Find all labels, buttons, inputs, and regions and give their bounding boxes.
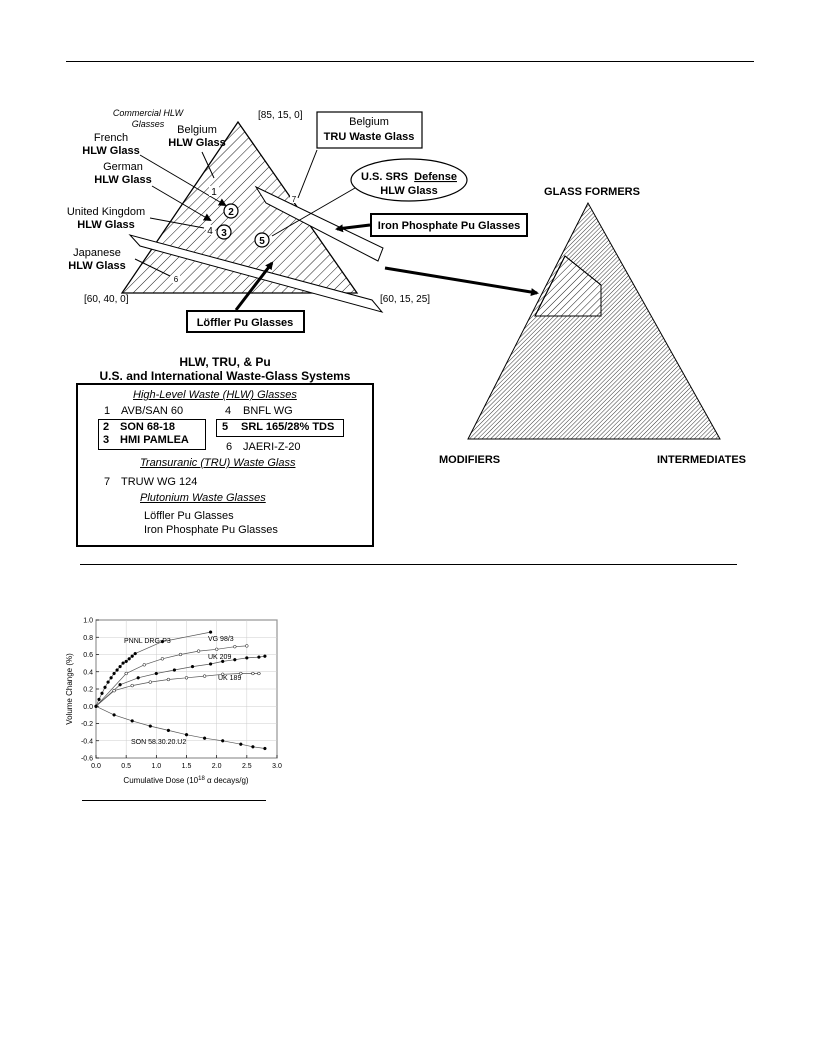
belgium-hlw-line2: HLW Glass (168, 137, 226, 149)
data-point (258, 656, 261, 659)
data-point (203, 675, 206, 678)
intermediates-label: INTERMEDIATES (657, 454, 747, 466)
svg-text:U.S. SRS Defense: U.S. SRS Defense (361, 171, 457, 183)
data-point (110, 676, 113, 679)
tru-header: Transuranic (TRU) Waste Glass (140, 457, 296, 469)
legend-row-1-name: AVB/SAN 60 (121, 405, 184, 417)
data-point (161, 657, 164, 660)
x-tick-label: 1.5 (181, 763, 192, 770)
legend-row-4-name: BNFL WG (243, 405, 293, 417)
y-tick-label: 0.6 (83, 652, 93, 659)
glass-formers-label: GLASS FORMERS (544, 186, 640, 198)
svg-text:Löffler Pu Glasses: Löffler Pu Glasses (196, 317, 294, 329)
apex-top-label: [85, 15, 0] (258, 110, 303, 121)
legend-row-2-name: SON 68-18 (120, 421, 176, 433)
data-point (125, 660, 128, 663)
data-point (167, 678, 170, 681)
data-point (245, 645, 248, 648)
y-tick-label: 1.0 (83, 617, 93, 625)
data-point (131, 720, 134, 723)
series-label-uk189: UK 189 (218, 675, 242, 682)
x-axis-label: Cumulative Dose ($10^{18}$ α decays/g) (123, 776, 249, 785)
data-point (173, 669, 176, 672)
data-point (239, 743, 242, 746)
data-point (203, 737, 206, 740)
data-point (233, 645, 236, 648)
legend-row-7-name: TRUW WG 124 (121, 476, 198, 488)
legend-row-3-name: HMI PAMLEA (120, 434, 189, 446)
legend-row-7-num: 7 (104, 476, 111, 488)
y-tick-label: -0.2 (80, 721, 93, 728)
german-line1: German (103, 161, 143, 173)
svg-text:6: 6 (173, 275, 179, 284)
point-marker-7 (290, 194, 298, 204)
svg-text:7: 7 (291, 195, 297, 204)
composition-ternary-triangle (468, 203, 720, 439)
data-point (119, 683, 122, 686)
data-point (104, 686, 107, 689)
french-line1: French (93, 132, 129, 144)
pu-item-iron-phosphate: Iron Phosphate Pu Glasses (144, 524, 278, 536)
data-point (134, 652, 137, 655)
data-point (113, 689, 116, 692)
data-point (116, 669, 119, 672)
data-point (143, 663, 146, 666)
legend-row-6-num: 6 (226, 441, 233, 453)
waste-glass-legend (76, 383, 374, 547)
data-point (197, 650, 200, 653)
data-point (137, 676, 140, 679)
data-point (119, 665, 122, 668)
point-marker-3 (217, 225, 231, 239)
y-tick-label: 0.2 (83, 686, 93, 694)
data-point (209, 663, 212, 666)
figure-divider-rule (80, 564, 737, 565)
data-point (101, 692, 104, 695)
footnote-rule (82, 800, 266, 801)
data-point (221, 739, 224, 742)
y-tick-label: -0.6 (80, 755, 93, 763)
point-marker-2 (224, 204, 238, 218)
data-point (125, 672, 128, 675)
data-point (155, 672, 158, 675)
series-label-uk209: UK 209 (208, 654, 232, 661)
apex-right-label: [60, 15, 25] (380, 294, 431, 305)
us-srs-callout (351, 159, 467, 201)
legend-row-4-num: 4 (225, 405, 232, 417)
apex-left-label: [60, 40, 0] (84, 294, 129, 305)
data-point (209, 631, 212, 634)
japanese-line1: Japanese (73, 247, 121, 259)
uk-line1: United Kingdom (66, 206, 146, 218)
legend-row-2-num: 2 (103, 421, 110, 433)
pu-header: Plutonium Waste Glasses (140, 492, 266, 504)
x-tick-label: 0.5 (121, 763, 132, 770)
legend-row-3-num: 3 (103, 434, 110, 446)
x-tick-label: 2.0 (211, 763, 222, 770)
loffler-callout (187, 311, 304, 332)
data-point (107, 681, 110, 684)
commercial-caption-line2: Glasses (131, 119, 165, 129)
data-point (264, 747, 267, 750)
data-point (252, 745, 255, 748)
data-point (113, 672, 116, 675)
data-point (149, 681, 152, 684)
y-tick-label: 0.8 (83, 634, 93, 642)
belgium-hlw-line1: Belgium (177, 124, 217, 136)
point-marker-6 (172, 274, 180, 284)
pu-item-loffler: Löffler Pu Glasses (144, 510, 234, 522)
x-tick-label: 3.0 (272, 763, 282, 770)
x-tick-label: 0.0 (91, 763, 101, 770)
commercial-caption-line1: Commercial HLW (112, 108, 184, 118)
data-point (258, 672, 261, 675)
data-point (185, 733, 188, 736)
belgium-tru-callout (317, 112, 422, 148)
data-point (98, 698, 101, 701)
x-tick-label: 1.0 (151, 763, 162, 770)
data-point (113, 714, 116, 717)
legend-row-5-num: 5 (222, 421, 229, 433)
y-tick-label: -0.4 (80, 738, 93, 746)
svg-text:Iron Phosphate Pu Glasses: Iron Phosphate Pu Glasses (377, 220, 521, 232)
data-point (215, 648, 218, 651)
svg-text:TRU Waste Glass: TRU Waste Glass (323, 131, 415, 143)
legend-title-line2: U.S. and International Waste-Glass Systems (99, 369, 351, 383)
data-point (264, 655, 267, 658)
legend-row-5-name: SRL 165/28% TDS (241, 421, 335, 433)
svg-text:3: 3 (221, 228, 227, 239)
uk-line2: HLW Glass (77, 219, 135, 231)
data-point (245, 657, 248, 660)
svg-text:2: 2 (228, 207, 234, 218)
data-point (149, 725, 152, 728)
data-point (179, 653, 182, 656)
svg-text:HLW Glass: HLW Glass (380, 185, 438, 197)
series-label-pnnl: PNNL DRG-P3 (124, 638, 171, 645)
data-point (131, 684, 134, 687)
german-line2: HLW Glass (94, 174, 152, 186)
svg-text:Belgium: Belgium (349, 116, 389, 128)
series-label-son: SON 58.30.20.U2 (131, 739, 187, 746)
svg-text:4: 4 (207, 226, 213, 237)
data-point (233, 658, 236, 661)
japanese-line2: HLW Glass (68, 260, 126, 272)
legend-title-line1: HLW, TRU, & Pu (179, 355, 271, 369)
svg-text:5: 5 (259, 236, 265, 247)
y-tick-label: 0.4 (83, 669, 93, 677)
data-point (122, 662, 125, 665)
hlw-header: High-Level Waste (HLW) Glasses (133, 389, 297, 401)
y-axis-label: Volume Change (%) (65, 653, 74, 725)
point-marker-5 (255, 233, 269, 247)
svg-text:1: 1 (211, 187, 217, 198)
data-point (252, 672, 255, 675)
data-point (167, 729, 170, 732)
series-label-vg: VG 98/3 (208, 636, 234, 643)
data-point (191, 665, 194, 668)
volume-change-chart (60, 612, 290, 792)
data-point (128, 657, 131, 660)
x-tick-label: 2.5 (241, 763, 252, 770)
legend-row-6-name: JAERI-Z-20 (243, 441, 301, 453)
modifiers-label: MODIFIERS (439, 454, 501, 466)
legend-row-1-num: 1 (104, 405, 111, 417)
data-point (131, 655, 134, 658)
iron-phosphate-callout (371, 214, 527, 236)
y-tick-label: 0.0 (83, 703, 93, 711)
french-line2: HLW Glass (82, 145, 140, 157)
data-point (95, 705, 98, 708)
data-point (185, 676, 188, 679)
